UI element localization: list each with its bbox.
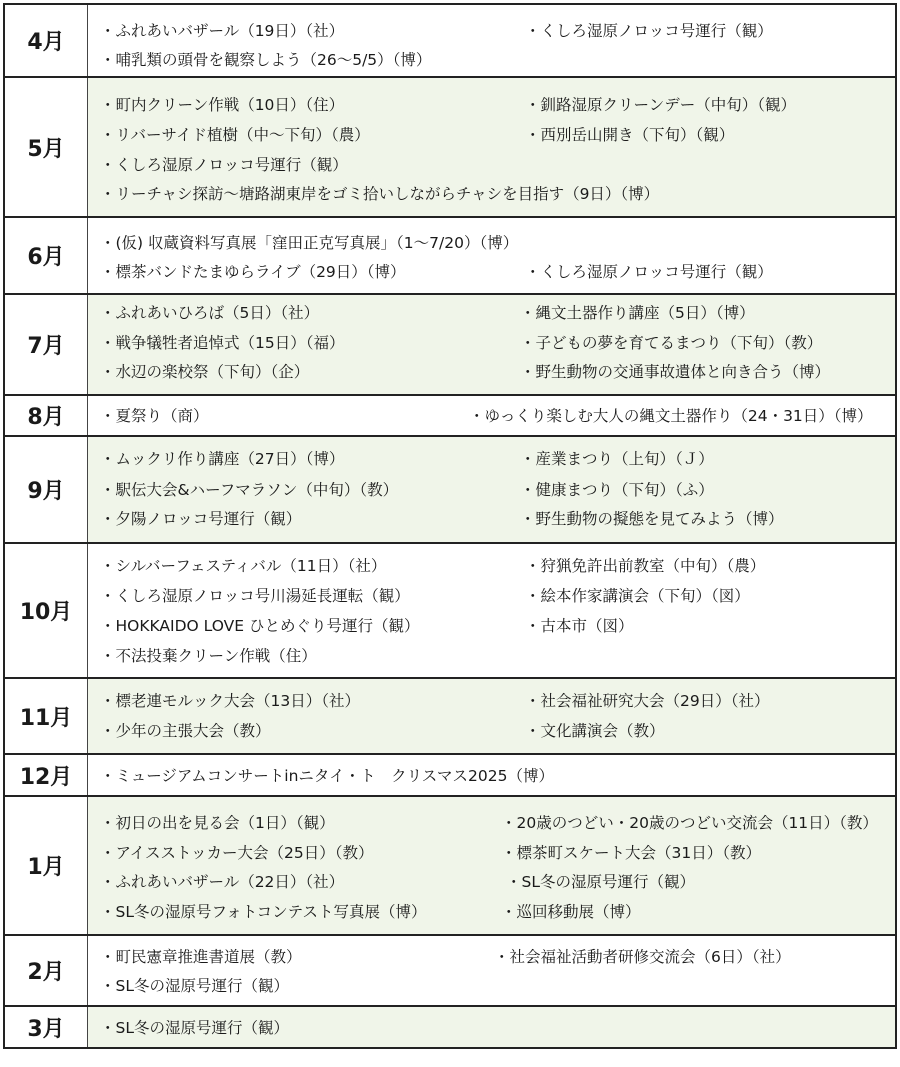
event-item: ・縄文土器作り講座（5日）（博） bbox=[520, 304, 755, 322]
event-item: ・標茶バンドたまゆらライブ（29日）（博） bbox=[100, 263, 406, 281]
event-item: ・くしろ湿原ノロッコ号運行（観） bbox=[525, 22, 773, 40]
month-row-july bbox=[5, 295, 895, 396]
month-label: 6月 bbox=[5, 218, 88, 293]
event-item: ・子どもの夢を育てるまつり（下旬）（教） bbox=[520, 334, 823, 352]
month-label: 11月 bbox=[5, 679, 88, 753]
event-item: ・ムックリ作り講座（27日）（博） bbox=[100, 450, 345, 468]
month-row-october bbox=[5, 544, 895, 679]
events-cell bbox=[88, 78, 895, 216]
month-row-april bbox=[5, 5, 895, 78]
event-item: ・くしろ湿原ノロッコ号運行（観） bbox=[100, 156, 348, 174]
event-item: ・(仮) 収蔵資料写真展「窪田正克写真展」（1〜7/20）（博） bbox=[100, 234, 519, 252]
event-item: ・戦争犠牲者追悼式（15日）（福） bbox=[100, 334, 345, 352]
event-item: ・駅伝大会&ハーフマラソン（中旬）（教） bbox=[100, 481, 399, 499]
month-row-december bbox=[5, 755, 895, 797]
month-row-september bbox=[5, 437, 895, 544]
event-item: ・野生動物の擬態を見てみよう（博） bbox=[520, 510, 784, 528]
month-row-january bbox=[5, 797, 895, 936]
events-cell bbox=[88, 755, 895, 795]
month-label: 2月 bbox=[5, 936, 88, 1005]
event-item: ・標茶町スケート大会（31日）（教） bbox=[501, 844, 761, 862]
event-item: ・ふれあいバザール（22日）（社） bbox=[100, 873, 345, 891]
event-item: ・SL冬の湿原号運行（観） bbox=[100, 977, 289, 995]
month-label: 12月 bbox=[5, 755, 88, 795]
event-item: ・社会福祉活動者研修交流会（6日）（社） bbox=[494, 948, 791, 966]
event-item: ・標老連モルック大会（13日）（社） bbox=[100, 692, 360, 710]
event-item: ・町民憲章推進書道展（教） bbox=[100, 948, 302, 966]
event-item: ・文化講演会（教） bbox=[525, 722, 665, 740]
event-item: ・シルバーフェスティバル（11日）（社） bbox=[100, 557, 387, 575]
month-row-june bbox=[5, 218, 895, 295]
month-row-august bbox=[5, 396, 895, 437]
month-row-february bbox=[5, 936, 895, 1007]
month-row-may bbox=[5, 78, 895, 218]
event-item: ・健康まつり（下旬）（ふ） bbox=[520, 481, 714, 499]
event-item: ・ミュージアムコンサートinニタイ・ト クリスマス2025（博） bbox=[100, 767, 554, 785]
annual-events-table bbox=[3, 3, 897, 1049]
events-cell bbox=[88, 679, 895, 753]
event-item: ・野生動物の交通事故遺体と向き合う（博） bbox=[520, 363, 831, 381]
event-item: ・哺乳類の頭骨を観察しよう（26〜5/5）（博） bbox=[100, 51, 432, 69]
event-item: ・20歳のつどい・20歳のつどい交流会（11日）（教） bbox=[501, 814, 878, 832]
event-item: ・産業まつり（上旬）（Ｊ） bbox=[520, 450, 714, 468]
month-label: 8月 bbox=[5, 396, 88, 435]
event-item: ・くしろ湿原ノロッコ号運行（観） bbox=[525, 263, 773, 281]
event-item: ・狩猟免許出前教室（中旬）（農） bbox=[525, 557, 766, 575]
event-item: ・SL冬の湿原号運行（観） bbox=[506, 873, 695, 891]
month-label: 3月 bbox=[5, 1007, 88, 1047]
month-label: 9月 bbox=[5, 437, 88, 542]
event-item: ・くしろ湿原ノロッコ号川湯延長運転（観） bbox=[100, 587, 410, 605]
event-item: ・リーチャシ探訪〜塘路湖東岸をゴミ拾いしながらチャシを目指す（9日）（博） bbox=[100, 185, 660, 203]
event-item: ・古本市（図） bbox=[525, 617, 634, 635]
event-item: ・ふれあいひろば（5日）（社） bbox=[100, 304, 320, 322]
event-item: ・SL冬の湿原号フォトコンテスト写真展（博） bbox=[100, 903, 427, 921]
event-item: ・釧路湿原クリーンデー（中旬）（観） bbox=[525, 96, 796, 114]
event-item: ・社会福祉研究大会（29日）（社） bbox=[525, 692, 770, 710]
month-label: 7月 bbox=[5, 295, 88, 394]
event-item: ・巡回移動展（博） bbox=[501, 903, 641, 921]
events-cell bbox=[88, 936, 895, 1005]
events-cell bbox=[88, 437, 895, 542]
event-item: ・HOKKAIDO LOVE ひとめぐり号運行（観） bbox=[100, 617, 420, 635]
event-item: ・夕陽ノロッコ号運行（観） bbox=[100, 510, 302, 528]
events-cell bbox=[88, 396, 895, 435]
events-cell bbox=[88, 295, 895, 394]
event-item: ・ゆっくり楽しむ大人の縄文土器作り（24・31日）（博） bbox=[469, 407, 873, 425]
month-row-november bbox=[5, 679, 895, 755]
month-label: 5月 bbox=[5, 78, 88, 216]
event-item: ・SL冬の湿原号運行（観） bbox=[100, 1019, 289, 1037]
events-cell bbox=[88, 218, 895, 293]
event-item: ・少年の主張大会（教） bbox=[100, 722, 271, 740]
month-label: 10月 bbox=[5, 544, 88, 677]
month-row-march bbox=[5, 1007, 895, 1049]
event-item: ・アイスストッカー大会（25日）（教） bbox=[100, 844, 374, 862]
event-item: ・絵本作家講演会（下旬）（図） bbox=[525, 587, 750, 605]
event-item: ・西別岳山開き（下旬）（観） bbox=[525, 126, 735, 144]
month-label: 4月 bbox=[5, 5, 88, 76]
events-cell bbox=[88, 797, 895, 934]
event-item: ・ふれあいバザール（19日）（社） bbox=[100, 22, 345, 40]
event-item: ・リバーサイド植樹（中〜下旬）（農） bbox=[100, 126, 370, 144]
events-cell bbox=[88, 1007, 895, 1047]
events-cell bbox=[88, 544, 895, 677]
event-item: ・町内クリーン作戦（10日）（住） bbox=[100, 96, 345, 114]
event-item: ・初日の出を見る会（1日）（観） bbox=[100, 814, 335, 832]
event-item: ・不法投棄クリーン作戦（住） bbox=[100, 647, 317, 665]
event-item: ・水辺の楽校祭（下旬）（企） bbox=[100, 363, 310, 381]
events-cell bbox=[88, 5, 895, 76]
month-label: 1月 bbox=[5, 797, 88, 934]
event-item: ・夏祭り（商） bbox=[100, 407, 209, 425]
